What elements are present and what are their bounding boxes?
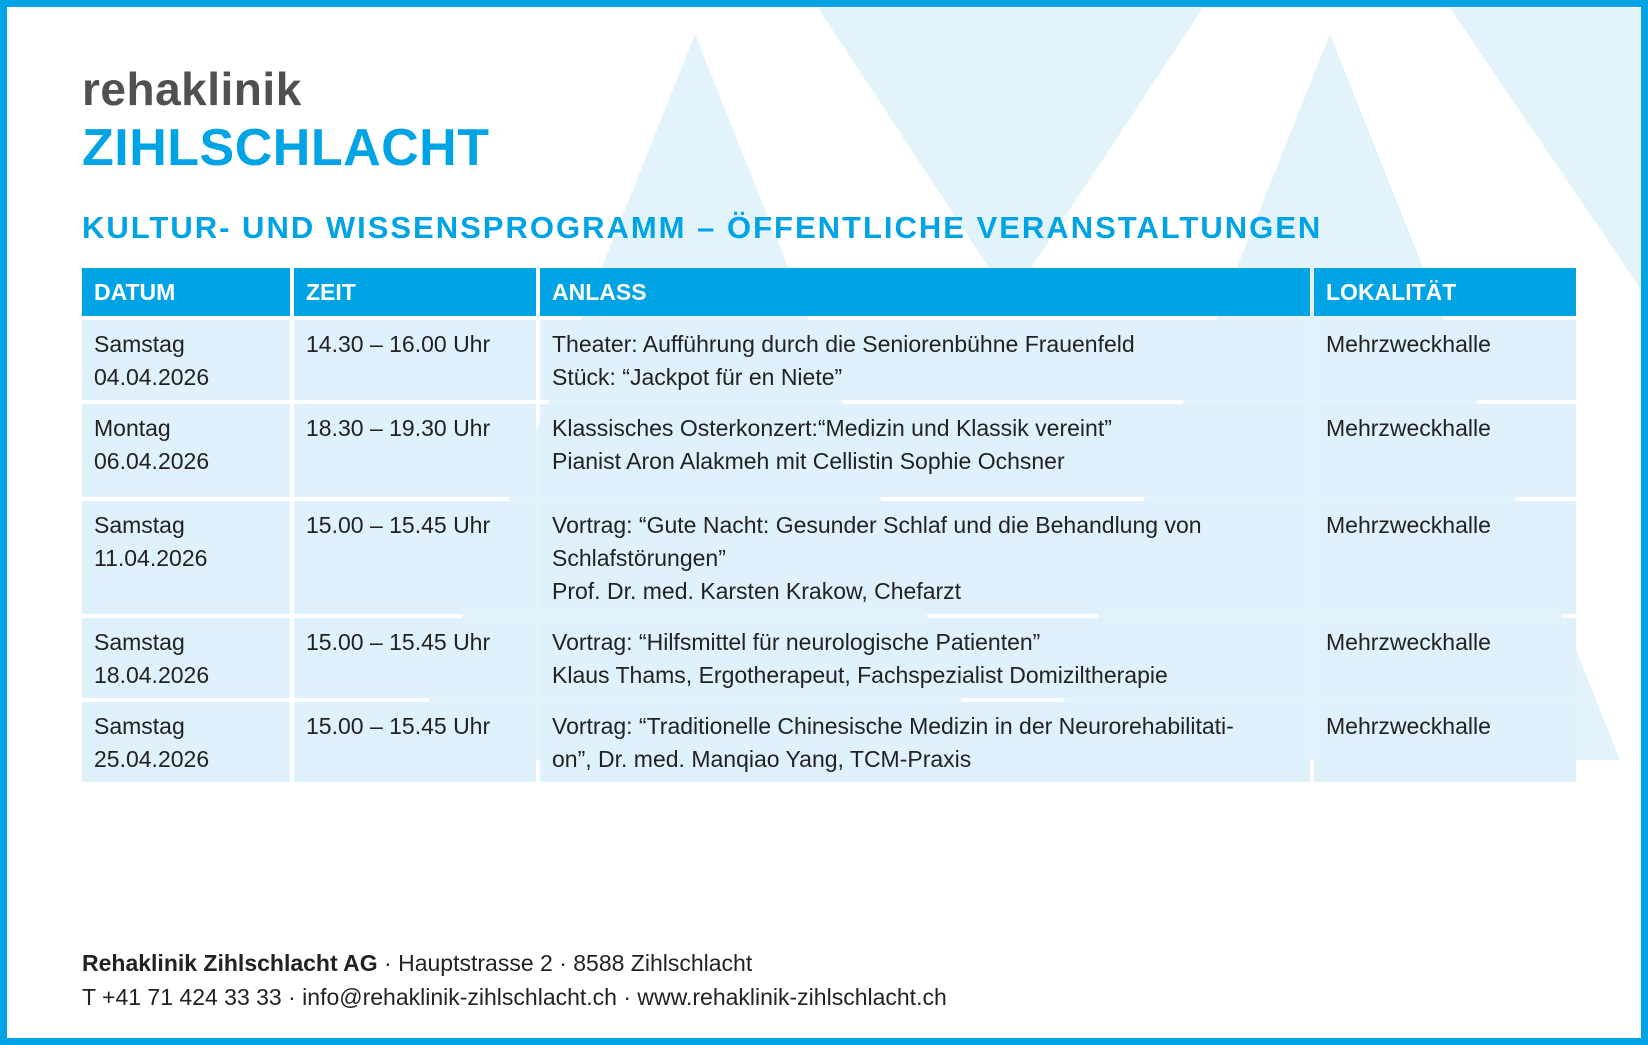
date: 11.04.2026: [94, 545, 208, 571]
event-line: Vortrag: “Hilfsmittel für neurologische Patienten”: [552, 629, 1041, 655]
location-cell: Mehrzweckhalle: [1314, 702, 1576, 782]
date-cell: [82, 404, 290, 497]
event-line: Prof. Dr. med. Karsten Krakow, Chefarzt: [552, 578, 962, 604]
weekday: Samstag: [94, 512, 185, 538]
event-line: Theater: Aufführung durch die Seniorenbühne Frauenfeld: [552, 331, 1135, 357]
table-row: [82, 618, 1576, 698]
date: 04.04.2026: [94, 364, 210, 390]
footer-address-line: [82, 946, 947, 980]
date-cell: [82, 618, 290, 698]
time-cell: 18.30 – 19.30 Uhr: [294, 404, 536, 497]
footer-contact-line: T +41 71 424 33 33 · info@rehaklinik-zihlschlacht.ch · www.rehaklinik-zihlschlacht.ch: [82, 984, 947, 1010]
events-table: [78, 264, 1580, 786]
logo-rehaklinik: rehaklinik: [82, 63, 302, 115]
location-cell: Mehrzweckhalle: [1314, 404, 1576, 497]
event-cell: [540, 702, 1310, 782]
table-row: [82, 320, 1576, 400]
event-cell: [540, 501, 1310, 614]
event-line: Schlafstörungen”: [552, 545, 726, 571]
location-cell: Mehrzweckhalle: [1314, 320, 1576, 400]
event-line: Vortrag: “Traditionelle Chinesische Medizin in der Neurorehabilitati-: [552, 713, 1234, 739]
time-cell: 15.00 – 15.45 Uhr: [294, 501, 536, 614]
date: 25.04.2026: [94, 746, 210, 772]
address: · Hauptstrasse 2 · 8588 Zihlschlacht: [377, 950, 753, 976]
time-cell: 14.30 – 16.00 Uhr: [294, 320, 536, 400]
weekday: Samstag: [94, 331, 185, 357]
column-header-zeit: ZEIT: [294, 268, 536, 316]
event-line: on”, Dr. med. Manqiao Yang, TCM-Praxis: [552, 746, 972, 772]
event-line: Vortrag: “Gute Nacht: Gesunder Schlaf und die Behandlung von: [552, 512, 1202, 538]
page-title: KULTUR- UND WISSENSPROGRAMM – ÖFFENTLICHE VERANSTALTUNGEN: [82, 210, 1323, 245]
event-line: Klassisches Osterkonzert:“Medizin und Klassik vereint”: [552, 415, 1112, 441]
column-header-anlass: ANLASS: [540, 268, 1310, 316]
weekday: Samstag: [94, 629, 185, 655]
table-row: [82, 702, 1576, 782]
date: 06.04.2026: [94, 448, 210, 474]
column-header-datum: DATUM: [82, 268, 290, 316]
date: 18.04.2026: [94, 662, 210, 688]
location-cell: Mehrzweckhalle: [1314, 618, 1576, 698]
location-cell: Mehrzweckhalle: [1314, 501, 1576, 614]
event-line: Stück: “Jackpot für en Niete”: [552, 364, 843, 390]
date-cell: [82, 702, 290, 782]
event-cell: [540, 404, 1310, 497]
date-cell: [82, 501, 290, 614]
event-cell: [540, 618, 1310, 698]
event-cell: [540, 320, 1310, 400]
weekday: Samstag: [94, 713, 185, 739]
time-cell: 15.00 – 15.45 Uhr: [294, 618, 536, 698]
time-cell: 15.00 – 15.45 Uhr: [294, 702, 536, 782]
table-header-row: [82, 268, 1576, 316]
column-header-lokalitaet: LOKALITÄT: [1314, 268, 1576, 316]
table-row: [82, 501, 1576, 614]
event-line: Pianist Aron Alakmeh mit Cellistin Sophie Ochsner: [552, 448, 1065, 474]
table-row: [82, 404, 1576, 497]
date-cell: [82, 320, 290, 400]
logo-zihlschlacht: ZIHLSCHLACHT: [82, 119, 490, 177]
event-line: Klaus Thams, Ergotherapeut, Fachspezialist Domiziltherapie: [552, 662, 1168, 688]
company-name: Rehaklinik Zihlschlacht AG: [82, 950, 378, 976]
weekday: Montag: [94, 415, 171, 441]
footer: [82, 946, 947, 1014]
